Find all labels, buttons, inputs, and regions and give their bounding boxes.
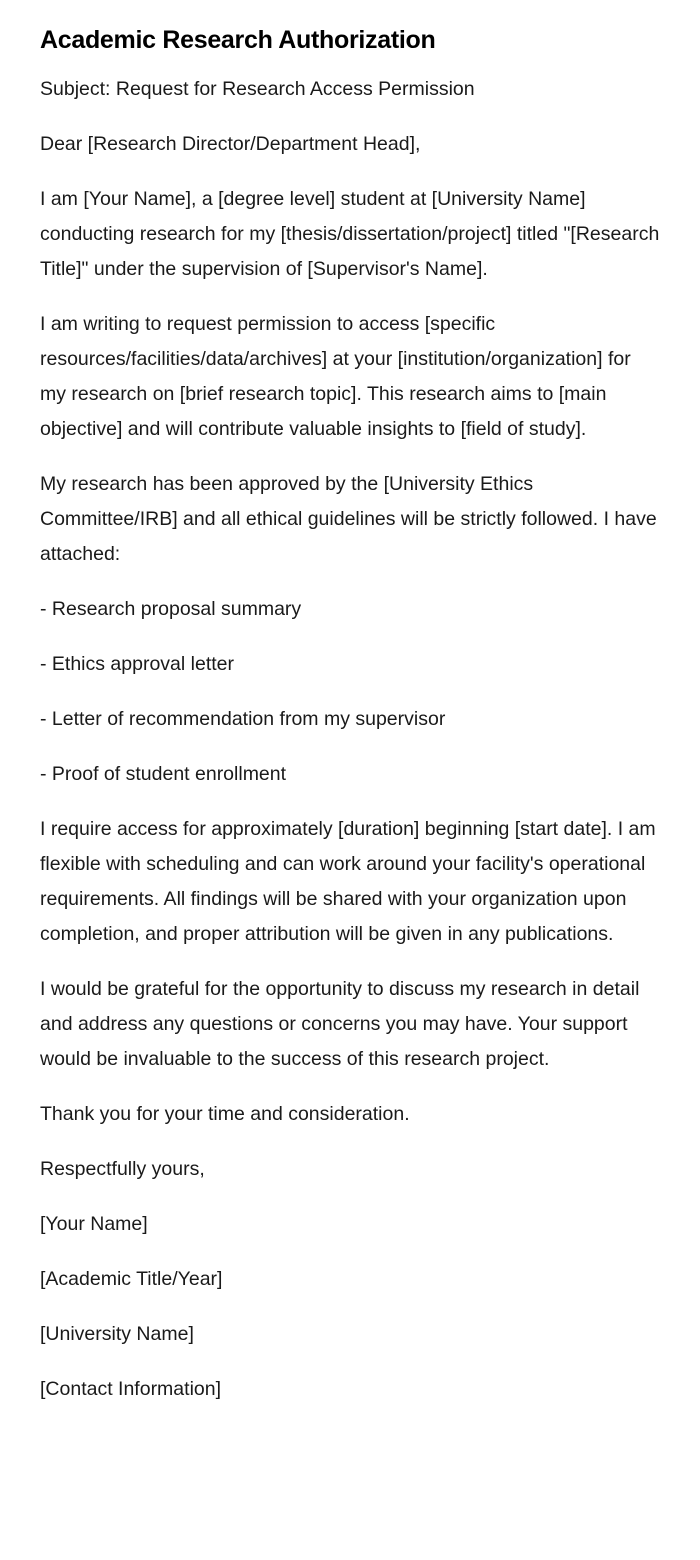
- signature-university: [University Name]: [40, 1323, 194, 1345]
- attachment-item: - Proof of student enrollment: [40, 763, 287, 785]
- gratitude-paragraph: I would be grateful for the opportunity to discuss my research in detail and address any questions or concerns you may have. Your support would be invaluable to the success of this research project.: [40, 978, 640, 1070]
- salutation: Dear [Research Director/Department Head],: [40, 133, 421, 155]
- duration-paragraph: I require access for approximately [duration] beginning [start date]. I am flexible with scheduling and can work around your facility's operational requirements. All findings will be shared with your organization upon completion, and proper attribution will be given in any publications.: [40, 818, 656, 945]
- subject-line: Subject: Request for Research Access Permission: [40, 78, 475, 100]
- intro-paragraph: I am [Your Name], a [degree level] student at [University Name] conducting research for my [thesis/dissertation/project] titled "[Research Title]" under the supervision of [Supervisor's Name].: [40, 188, 660, 280]
- document-title: Academic Research Authorization: [40, 26, 436, 54]
- attachment-item: - Research proposal summary: [40, 598, 302, 620]
- thank-you-line: Thank you for your time and consideration.: [40, 1103, 410, 1125]
- approval-paragraph: My research has been approved by the [University Ethics Committee/IRB] and all ethical guidelines will be strictly followed. I have attached:: [40, 473, 657, 565]
- attachment-item: - Letter of recommendation from my supervisor: [40, 708, 446, 730]
- signature-contact: [Contact Information]: [40, 1378, 222, 1400]
- signature-title: [Academic Title/Year]: [40, 1268, 223, 1290]
- sign-off: Respectfully yours,: [40, 1158, 205, 1180]
- signature-name: [Your Name]: [40, 1213, 148, 1235]
- request-paragraph: I am writing to request permission to access [specific resources/facilities/data/archives] at your [institution/organization] for my research on [brief research topic]. This research aims to [main objective] and will contribute valuable insights to [field of study].: [40, 313, 631, 440]
- attachment-item: - Ethics approval letter: [40, 653, 235, 675]
